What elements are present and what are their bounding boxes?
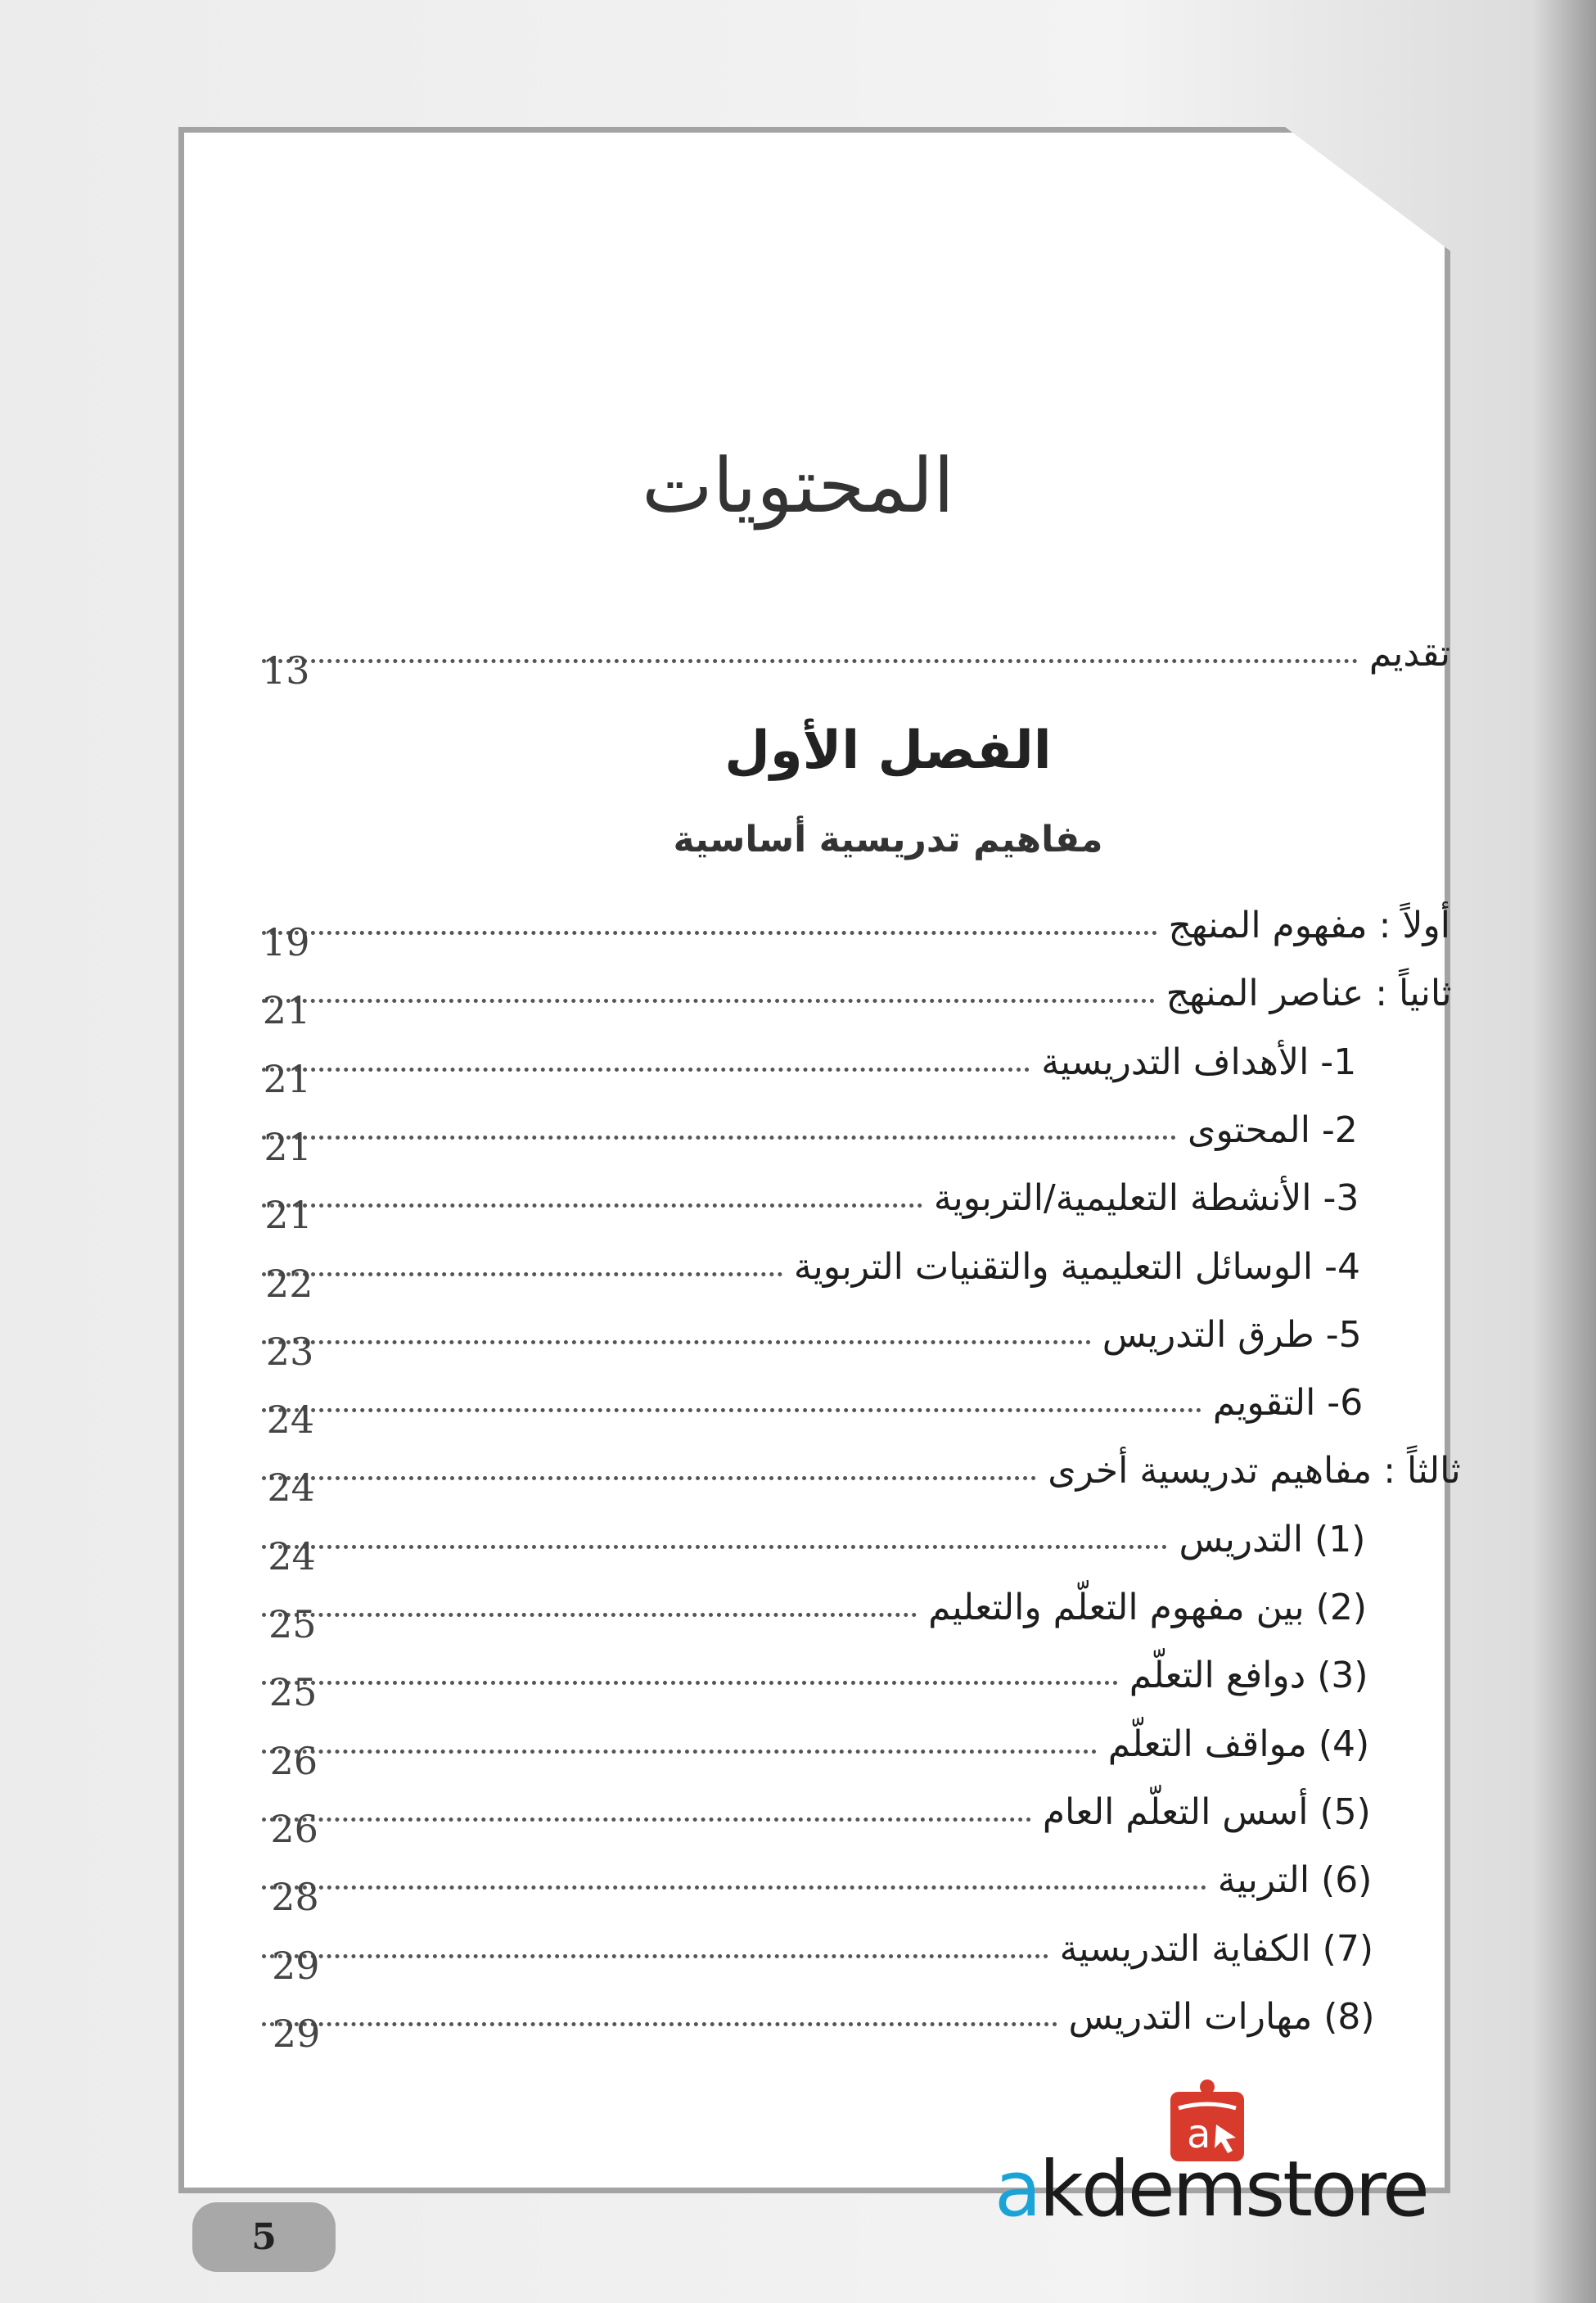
- toc-leader-dots: [262, 1476, 1036, 1480]
- toc-entry: [262, 1696, 1370, 1783]
- toc-entry-page: 28: [271, 1875, 319, 1920]
- toc-entry-label: (3) دوافع التعلّم: [1129, 1655, 1368, 1697]
- toc-leader-dots: [262, 2022, 1057, 2026]
- toc-entry-page: 21: [264, 1124, 312, 1169]
- toc-entry-label: (7) الكفاية التدريسية: [1059, 1927, 1373, 1970]
- toc-intro-page: 13: [262, 648, 310, 693]
- toc-entry-label: (5) أسس التعلّم العام: [1042, 1790, 1371, 1833]
- toc-entry: [262, 1832, 1373, 1920]
- toc-entry-page: 21: [264, 1193, 313, 1238]
- toc-entry-page: 26: [269, 1738, 318, 1783]
- toc-entry-label: 4- الوسائل التعليمية والتقنيات التربوية: [793, 1245, 1360, 1288]
- toc-entry-page: 21: [263, 1056, 312, 1101]
- toc-entry-page: 24: [267, 1465, 315, 1510]
- logo-icon-letter: a: [1187, 2111, 1211, 2157]
- toc-entry-label: 6- التقويم: [1212, 1382, 1364, 1425]
- toc-leader-dots: [262, 931, 1157, 935]
- toc-intro-label: تقديم: [1368, 633, 1450, 675]
- toc-entry-page: 21: [262, 988, 311, 1033]
- toc-leader-dots: [262, 1340, 1091, 1344]
- toc-entry-page: 24: [268, 1533, 316, 1578]
- toc-entry-page: 19: [262, 920, 310, 964]
- toc-leader-dots: [262, 1272, 782, 1276]
- toc-entry: [262, 1219, 1360, 1306]
- chapter-subtitle: مفاهيم تدريسية أساسية: [673, 819, 1103, 860]
- chapter-title: الفصل الأول: [724, 720, 1052, 781]
- toc-entry: [262, 1287, 1362, 1374]
- toc-entry-label: 3- الأنشطة التعليمية/التربوية: [933, 1177, 1359, 1220]
- toc-entry-page: 26: [270, 1806, 318, 1851]
- toc-entry: [262, 1082, 1358, 1169]
- toc-leader-dots: [262, 1203, 922, 1208]
- toc-leader-dots: [262, 1068, 1030, 1072]
- toc-leader-dots: [262, 1545, 1167, 1549]
- toc-entry-label: أولاً : مفهوم المنهج: [1168, 905, 1450, 946]
- toc-entry: [262, 1901, 1373, 1988]
- toc-leader-dots: [262, 1136, 1176, 1140]
- toc-entry-label: 2- المحتوى: [1188, 1109, 1358, 1151]
- toc-leader-dots: [262, 1408, 1202, 1412]
- toc-intro-row: [262, 606, 1450, 693]
- watermark-rest: kdemstore: [1039, 2145, 1427, 2234]
- watermark-logo-text: [994, 2145, 1427, 2234]
- page-number-tab: [192, 2202, 336, 2272]
- toc-entry: [262, 878, 1450, 964]
- toc-entry-label: (8) مهارات التدريس: [1068, 1995, 1375, 2038]
- contents-title: المحتويات: [642, 442, 954, 530]
- toc-leader-dots: [262, 659, 1358, 663]
- toc-entry-label: (1) التدريس: [1179, 1518, 1366, 1560]
- toc-leader-dots: [262, 1885, 1206, 1890]
- toc-entry-label: (6) التربية: [1217, 1859, 1373, 1902]
- toc-entry: [262, 1764, 1371, 1851]
- toc-entry-label: 1- الأهداف التدريسية: [1041, 1041, 1357, 1083]
- toc-entry: [262, 1492, 1366, 1578]
- toc-leader-dots: [262, 1750, 1097, 1754]
- toc-entry: [262, 1628, 1368, 1715]
- toc-leader-dots: [262, 1681, 1118, 1685]
- page-number: 5: [251, 2216, 277, 2258]
- toc-entry-page: 23: [265, 1329, 314, 1374]
- toc-entry: [262, 1014, 1357, 1101]
- toc-entry-page: 25: [268, 1602, 317, 1646]
- toc-entry-label: ثالثاً : مفاهيم تدريسية أخرى: [1048, 1450, 1461, 1492]
- toc-entry: [262, 1423, 1461, 1510]
- toc-entry: [262, 1560, 1367, 1646]
- toc-entry: [262, 946, 1452, 1033]
- watermark-prefix: a: [994, 2145, 1039, 2234]
- toc-entry-label: 5- طرق التدريس: [1102, 1313, 1362, 1356]
- toc-leader-dots: [262, 1613, 917, 1617]
- toc-entry-page: 25: [268, 1670, 318, 1715]
- toc-leader-dots: [262, 1954, 1048, 1958]
- toc-entry-page: 22: [265, 1261, 313, 1306]
- toc-entry-page: 29: [272, 2011, 321, 2056]
- toc-entry-page: 29: [272, 1943, 320, 1988]
- toc-entry: [262, 1355, 1364, 1443]
- toc-leader-dots: [262, 1818, 1031, 1822]
- toc-entry-label: (2) بين مفهوم التعلّم والتعليم: [928, 1587, 1367, 1628]
- toc-entry-page: 24: [266, 1398, 315, 1443]
- toc-entry-label: (4) مواقف التعلّم: [1107, 1723, 1370, 1765]
- toc-entry: [262, 1969, 1375, 2056]
- toc-entry-label: ثانياً : عناصر المنهج: [1165, 973, 1452, 1015]
- toc-entry: [262, 1150, 1359, 1238]
- toc-leader-dots: [262, 999, 1155, 1003]
